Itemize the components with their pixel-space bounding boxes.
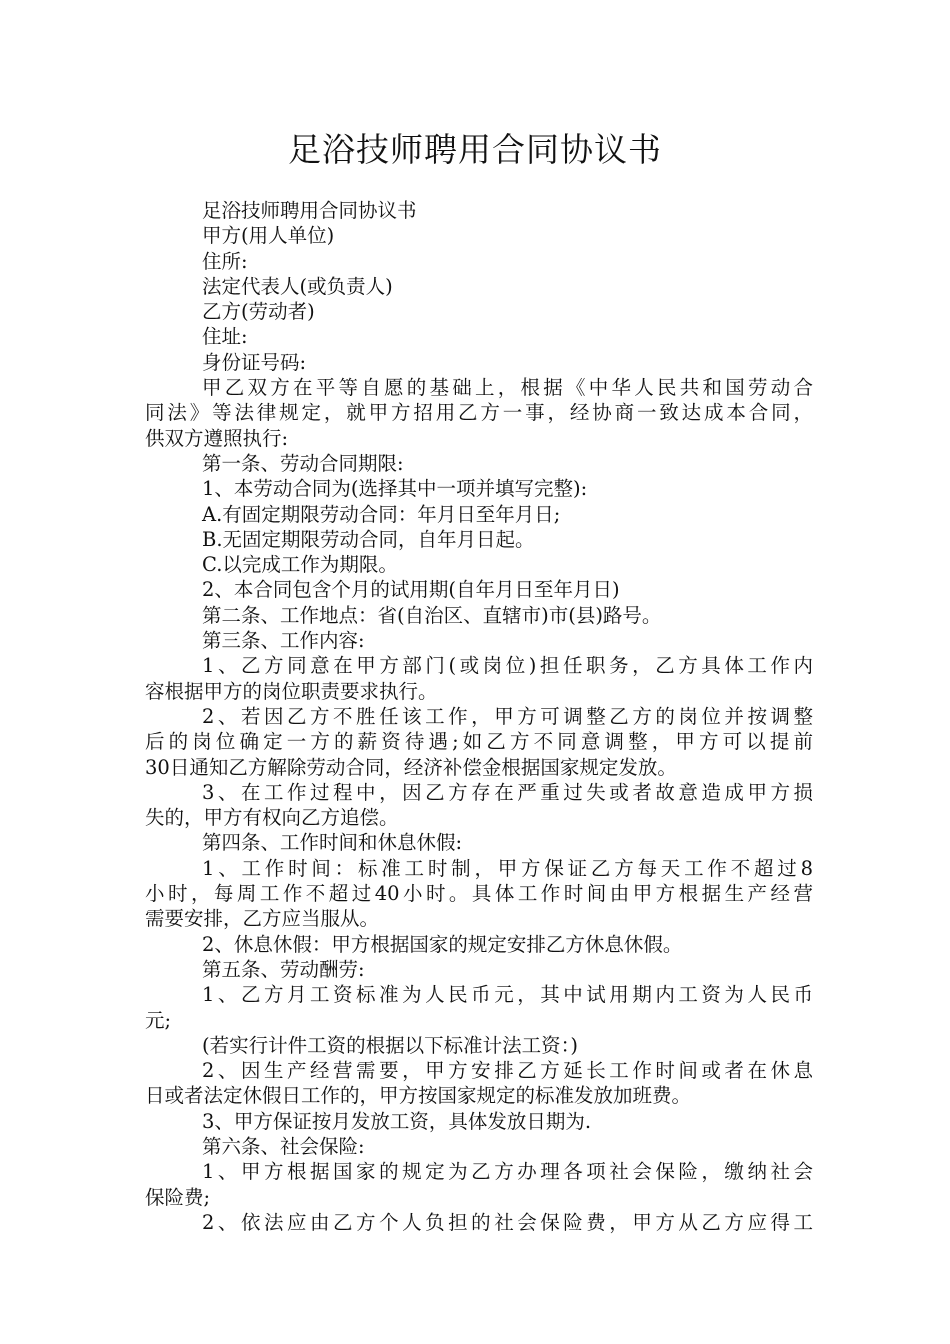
document-title: 足浴技师聘用合同协议书 <box>288 130 662 169</box>
body-line: B.无固定期限劳动合同，自年月日起。 <box>202 527 535 551</box>
body-line: 足浴技师聘用合同协议书 <box>202 199 417 222</box>
body-line: 需要安排，乙方应当服从。 <box>145 907 380 931</box>
body-line: 住址: <box>202 325 248 349</box>
body-line: A.有固定期限劳动合同：年月日至年月日; <box>202 502 561 526</box>
body-line: 1、工作时间：标准工时制，甲方保证乙方每天工作不超过8 <box>202 856 813 880</box>
body-line: 1、乙方月工资标准为人民币元，其中试用期内工资为人民币 <box>202 983 813 1007</box>
document-body <box>145 198 813 1235</box>
body-line: 2、因生产经营需要，甲方安排乙方延长工作时间或者在休息 <box>202 1059 813 1083</box>
body-line: (若实行计件工资的根据以下标准计法工资：) <box>202 1033 578 1057</box>
body-line: 第五条、劳动酬劳: <box>202 957 365 981</box>
body-line: 甲方(用人单位) <box>202 224 335 248</box>
body-line: 1、甲方根据国家的规定为乙方办理各项社会保险，缴纳社会 <box>202 1160 813 1184</box>
body-line: 容根据甲方的岗位职责要求执行。 <box>145 679 438 703</box>
body-line: 日或者法定休假日工作的，甲方按国家规定的标准发放加班费。 <box>145 1084 692 1108</box>
body-line: 第一条、劳动合同期限: <box>202 451 404 475</box>
body-line: 甲乙双方在平等自愿的基础上，根据《中华人民共和国劳动合 <box>202 376 813 400</box>
body-line: 乙方(劳动者) <box>202 300 315 324</box>
body-line: C.以完成工作为期限。 <box>202 553 398 577</box>
body-line: 身份证号码: <box>202 350 307 374</box>
body-line: 1、本劳动合同为(选择其中一项并填写完整): <box>202 477 588 501</box>
body-line: 第四条、工作时间和休息休假: <box>202 831 463 855</box>
body-line: 住所: <box>202 249 248 273</box>
body-line: 3、在工作过程中，因乙方存在严重过失或者故意造成甲方损 <box>202 780 813 804</box>
body-line: 30日通知乙方解除劳动合同，经济补偿金根据国家规定发放。 <box>145 755 677 779</box>
body-line: 同法》等法律规定，就甲方招用乙方一事，经协商一致达成本合同， <box>145 401 813 425</box>
body-line: 第二条、工作地点：省(自治区、直辖市)市(县)路号。 <box>202 603 662 627</box>
body-line: 2、本合同包含个月的试用期(自年月日至年月日) <box>202 578 620 602</box>
body-line: 失的，甲方有权向乙方追偿。 <box>145 806 399 830</box>
body-line: 元; <box>145 1008 172 1032</box>
body-line: 3、甲方保证按月发放工资，具体发放日期为. <box>202 1109 592 1133</box>
body-line: 第六条、社会保险: <box>202 1134 365 1158</box>
body-line: 法定代表人(或负责人) <box>202 274 393 298</box>
body-line: 2、若因乙方不胜任该工作，甲方可调整乙方的岗位并按调整 <box>202 704 813 728</box>
body-line: 小时，每周工作不超过40小时。具体工作时间由甲方根据生产经营 <box>145 882 813 906</box>
body-line: 2、休息休假：甲方根据国家的规定安排乙方休息休假。 <box>202 932 683 956</box>
body-line: 后的岗位确定一方的薪资待遇;如乙方不同意调整，甲方可以提前 <box>145 730 813 754</box>
body-line: 第三条、工作内容: <box>202 629 365 653</box>
body-line: 2、依法应由乙方个人负担的社会保险费，甲方从乙方应得工 <box>202 1210 813 1234</box>
body-line: 保险费; <box>145 1185 211 1209</box>
body-line: 1、乙方同意在甲方部门(或岗位)担任职务，乙方具体工作内 <box>202 654 813 678</box>
body-line: 供双方遵照执行: <box>145 426 289 450</box>
